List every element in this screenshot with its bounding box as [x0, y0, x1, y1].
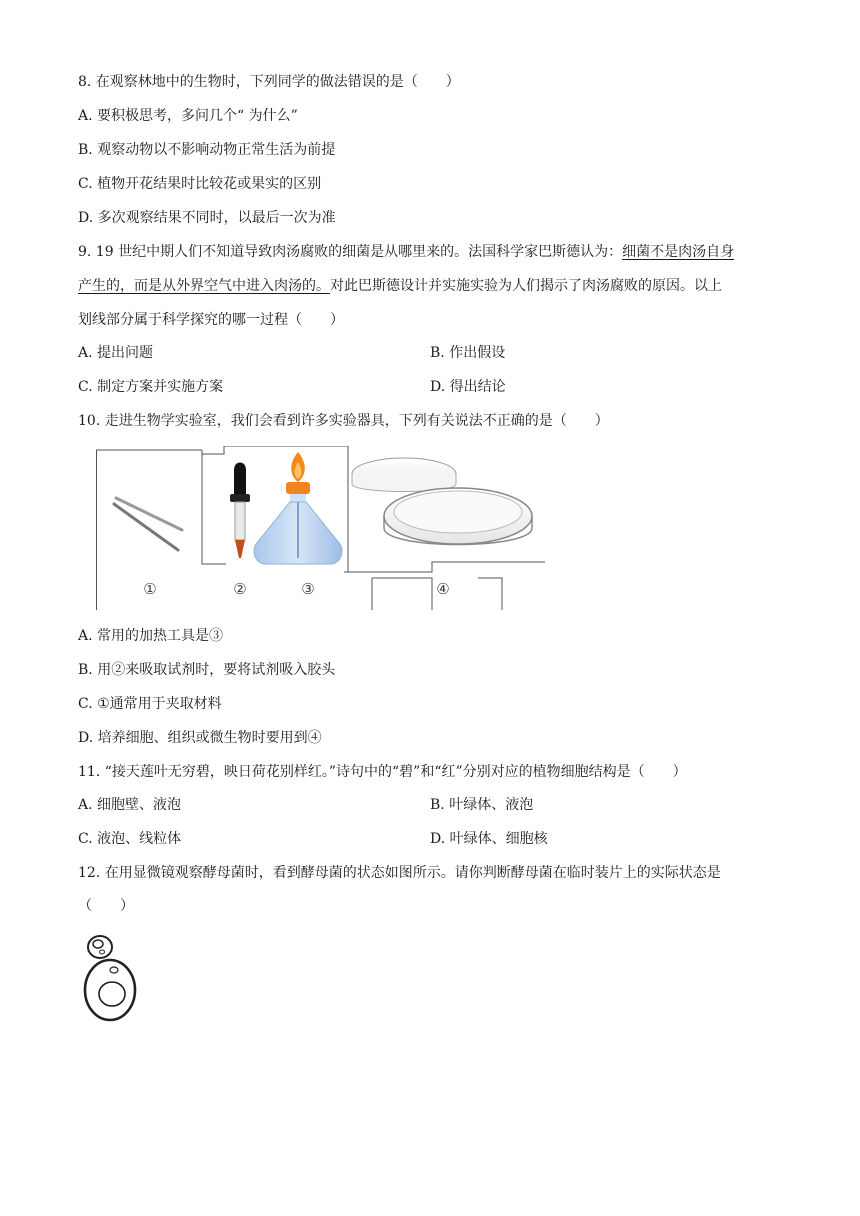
- q9-line1-text: 9. 19 世纪中期人们不知道导致肉汤腐败的细菌是从哪里来的。法国科学家巴斯德认为：: [78, 244, 623, 260]
- q8-option-a: A. 要积极思考，多问几个“ 为什么”: [78, 108, 298, 124]
- q9-underlined-hypothesis-1: 细菌不是肉汤自身: [622, 244, 735, 260]
- petri-dish-icon: [352, 458, 532, 545]
- figure-label-2: ②: [233, 580, 247, 598]
- q11-option-a: A. 细胞壁、液泡: [78, 797, 182, 813]
- q11-stem: 11. “接天莲叶无穷碧，映日荷花别样红。”诗句中的“碧”和“红”分别对应的植物细胞结构是（ ）: [78, 764, 687, 780]
- q9-underlined-hypothesis-2: 产生的，而是从外界空气中进入肉汤的。: [78, 278, 330, 294]
- q11-option-c: C. 液泡、线粒体: [78, 831, 182, 847]
- q9-line2-text: 对此巴斯德设计并实施实验为人们揭示了肉汤腐败的原因。以上: [330, 278, 722, 294]
- q10-option-b: B. 用②来吸取试剂时，要将试剂吸入胶头: [78, 662, 336, 678]
- q11-option-d: D. 叶绿体、细胞核: [430, 831, 548, 847]
- q8-option-d: D. 多次观察结果不同时，以最后一次为准: [78, 210, 336, 226]
- q10-option-d: D. 培养细胞、组织或微生物时要用到④: [78, 730, 322, 746]
- q10-stem: 10. 走进生物学实验室，我们会看到许多实验器具，下列有关说法不正确的是（ ）: [78, 413, 609, 429]
- q8-stem: 8. 在观察林地中的生物时，下列同学的做法错误的是（ ）: [78, 74, 460, 90]
- alcohol-lamp-icon: [254, 452, 342, 564]
- q12-stem-line-1: 12. 在用显微镜观察酵母菌时，看到酵母菌的状态如图所示。请你判断酵母菌在临时装片上的实际状态是: [78, 865, 721, 881]
- q10-option-a: A. 常用的加热工具是③: [78, 628, 224, 644]
- dropper-icon: [230, 463, 250, 559]
- q9-option-a: A. 提出问题: [78, 345, 154, 361]
- yeast-cell-icon: [80, 932, 144, 1026]
- figure-label-4: ④: [436, 580, 450, 598]
- q8-option-b: B. 观察动物以不影响动物正常生活为前提: [78, 142, 336, 158]
- q12-stem-line-2: （ ）: [78, 898, 134, 914]
- q9-line-1: [78, 242, 734, 262]
- tweezers-icon: [114, 498, 182, 550]
- lab-equipment-illustration: [96, 446, 546, 610]
- figure-label-3: ③: [301, 580, 315, 598]
- q11-option-b: B. 叶绿体、液泡: [430, 797, 534, 813]
- q9-line-2: [78, 276, 722, 296]
- q9-option-c: C. 制定方案并实施方案: [78, 379, 224, 395]
- q10-option-c: C. ①通常用于夹取材料: [78, 696, 222, 712]
- q9-option-d: D. 得出结论: [430, 379, 506, 395]
- q9-option-b: B. 作出假设: [430, 345, 506, 361]
- lab-equipment-figure: [96, 446, 546, 610]
- yeast-figure: [80, 932, 144, 1026]
- figure-label-1: ①: [143, 580, 157, 598]
- q9-line-3: 划线部分属于科学探究的哪一过程（ ）: [78, 312, 344, 328]
- q8-option-c: C. 植物开花结果时比较花或果实的区别: [78, 176, 322, 192]
